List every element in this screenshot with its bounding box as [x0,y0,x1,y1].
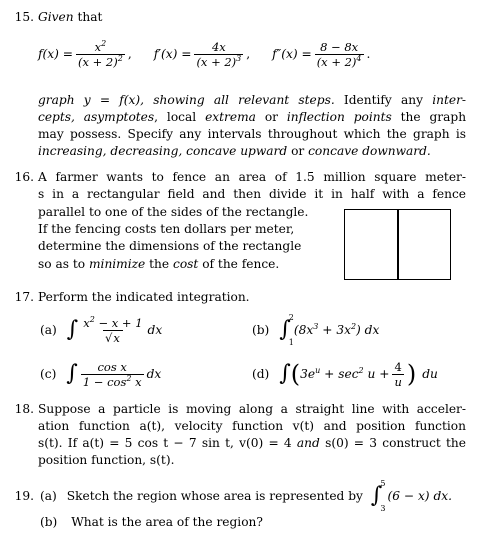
fprime-fraction: $\frac{4x}{(x + 2)^3}$ [196,39,242,69]
problem-15-line-2: cepts, asymptotes, local extrema or inflection points the graph [38,110,467,124]
problem-15-number: 15. [14,10,34,24]
integral-sign-icon: ∫ [66,317,79,342]
fprime-lhs: f′(x) = [153,47,192,61]
problem-15-intro: Given that [38,10,103,24]
problem-16-number: 16. [14,170,34,184]
problem-16-line-4: If the fencing costs ten dollars per meter, [38,222,295,236]
f-fraction: $\frac{x^2}{(x + 2)^2}$ [77,38,123,69]
problem-15-line-3: may possess. Specify any intervals throughout which the graph is [38,127,466,141]
problem-16-line-2: s in a rectangular field and then divide it in half with a fence [38,187,466,201]
problem-18-number: 18. [14,402,34,416]
problem-15-line-1: graph y = f(x), showing all relevant steps. Identify any inter- [38,93,467,107]
integral-b: (b) ∫ 2 1 $(8x^3 + 3x^2)$ dx [252,313,380,347]
problem-16-line-3: parallel to one of the sides of the rectangle. [38,205,309,219]
problem-19-part-b: (b) What is the area of the region? [40,515,263,529]
integral-sign-icon: ∫ [66,361,78,386]
f-lhs: f(x) = [38,47,73,61]
problem-15-equations: f(x) = $\frac{x^2}{(x + 2)^2}$ , f′(x) = $\frac{4x}{(x + 2)^3}$ , f″(x) = $\frac{8 - 8x}{(x + 2)^4}$ . [38,38,371,69]
integral-sign-icon: ∫ [279,317,291,342]
problem-15-line-4: increasing, decreasing, concave upward or concave downward. [38,144,431,158]
problem-16-line-5: determine the dimensions of the rectangle [38,239,302,253]
problem-18-line-4: position function, s(t). [38,453,175,467]
sqrt-icon: √ [104,330,113,345]
problem-18-line-3: s(t). If a(t) = 5 cos t − 7 sin t, v(0) = 4 and s(0) = 3 construct the [38,436,466,450]
integral-a: (a) ∫ $\frac{x^2 - x + 1}{√x}$ dx [40,314,163,345]
problem-19-part-a: (a) Sketch the region whose area is represented by ∫ 5 3 (6 − x) dx. [40,479,452,513]
problem-18-line-2: ation function a(t), velocity function v(t) and position function [38,419,466,433]
integral-d: (d) ∫ ( $3e^u + \sec^2 u$ + $\frac{4}{u}$ ) du [252,359,438,389]
problem-17-number: 17. [14,290,34,304]
integral-sign-icon: ∫ [279,361,291,386]
fence-divider [397,210,399,279]
fdoubleprime-lhs: f″(x) = [272,47,312,61]
integral-sign-icon: ∫ [370,483,383,508]
problem-16-line-6: so as to minimize the cost of the fence. [38,257,280,271]
problem-18-line-1: Suppose a particle is moving along a straight line with acceler- [38,402,466,416]
fdoubleprime-fraction: $\frac{8 - 8x}{(x + 2)^4}$ [316,39,362,69]
integral-c: (c) ∫ $\frac{\text{cos x}}{1 - \cos^2 x}$ dx [40,359,162,389]
problem-16-line-1: A farmer wants to fence an area of 1.5 million square meter- [38,170,466,184]
problem-19-number: 19. [14,489,34,503]
fence-rectangle-diagram [344,209,451,280]
problem-17-intro: Perform the indicated integration. [38,290,250,304]
